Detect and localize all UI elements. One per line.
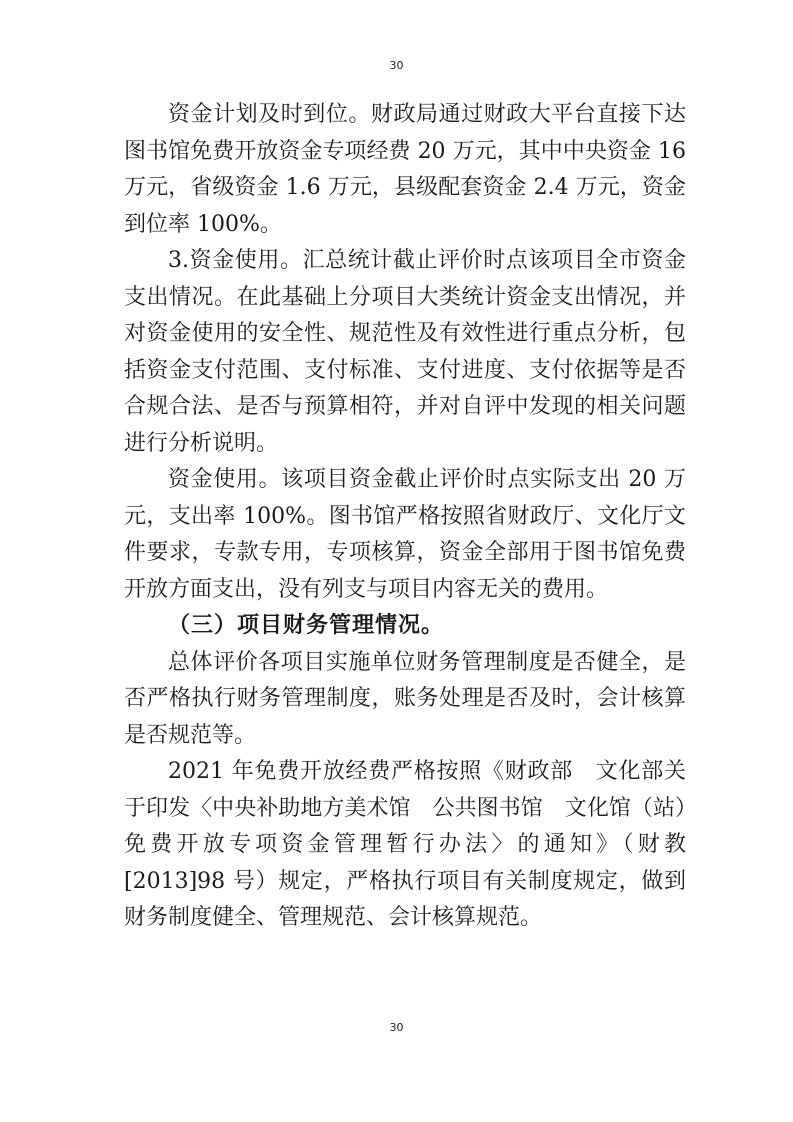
document-body	[124, 97, 686, 937]
page-number-bottom: 30	[389, 1021, 404, 1034]
paragraph-fund-allocation: 资金计划及时到位。财政局通过财政大平台直接下达图书馆免费开放资金专项经费 20 万元，其中中央资金 16 万元，省级资金 1.6 万元，县级配套资金 2.4 万元，资金到位率 100%。	[124, 102, 686, 237]
section-heading-financial-management: （三）项目财务管理情况。	[168, 613, 445, 638]
paragraph-fund-usage-criteria: 3.资金使用。汇总统计截止评价时点该项目全市资金支出情况。在此基础上分项目大类统计资金支出情况，并对资金使用的安全性、规范性及有效性进行重点分析，包括资金支付范围、支付标准、支付进度、支付依据等是否合规合法、是否与预算相符，并对自评中发现的相关问题进行分析说明。	[124, 248, 686, 456]
paragraph-fund-usage: 资金使用。该项目资金截止评价时点实际支出 20 万元，支出率 100%。图书馆严格按照省财政厅、文化厅文件要求，专款专用，专项核算，资金全部用于图书馆免费开放方面支出，没有列支与项目内容无关的费用。	[124, 467, 686, 602]
paragraph-financial-management-criteria: 总体评价各项目实施单位财务管理制度是否健全，是否严格执行财务管理制度，账务处理是否及时，会计核算是否规范等。	[124, 649, 686, 748]
page-number-top: 30	[389, 59, 404, 72]
paragraph-financial-management-result: 2021 年免费开放经费严格按照《财政部 文化部关于印发〈中央补助地方美术馆 公共图书馆 文化馆（站）免费开放专项资金管理暂行办法〉的通知》（财教[2013]98 号）规定，严格执行项目有关制度规定，做到财务制度健全、管理规范、会计核算规范。	[124, 759, 686, 930]
